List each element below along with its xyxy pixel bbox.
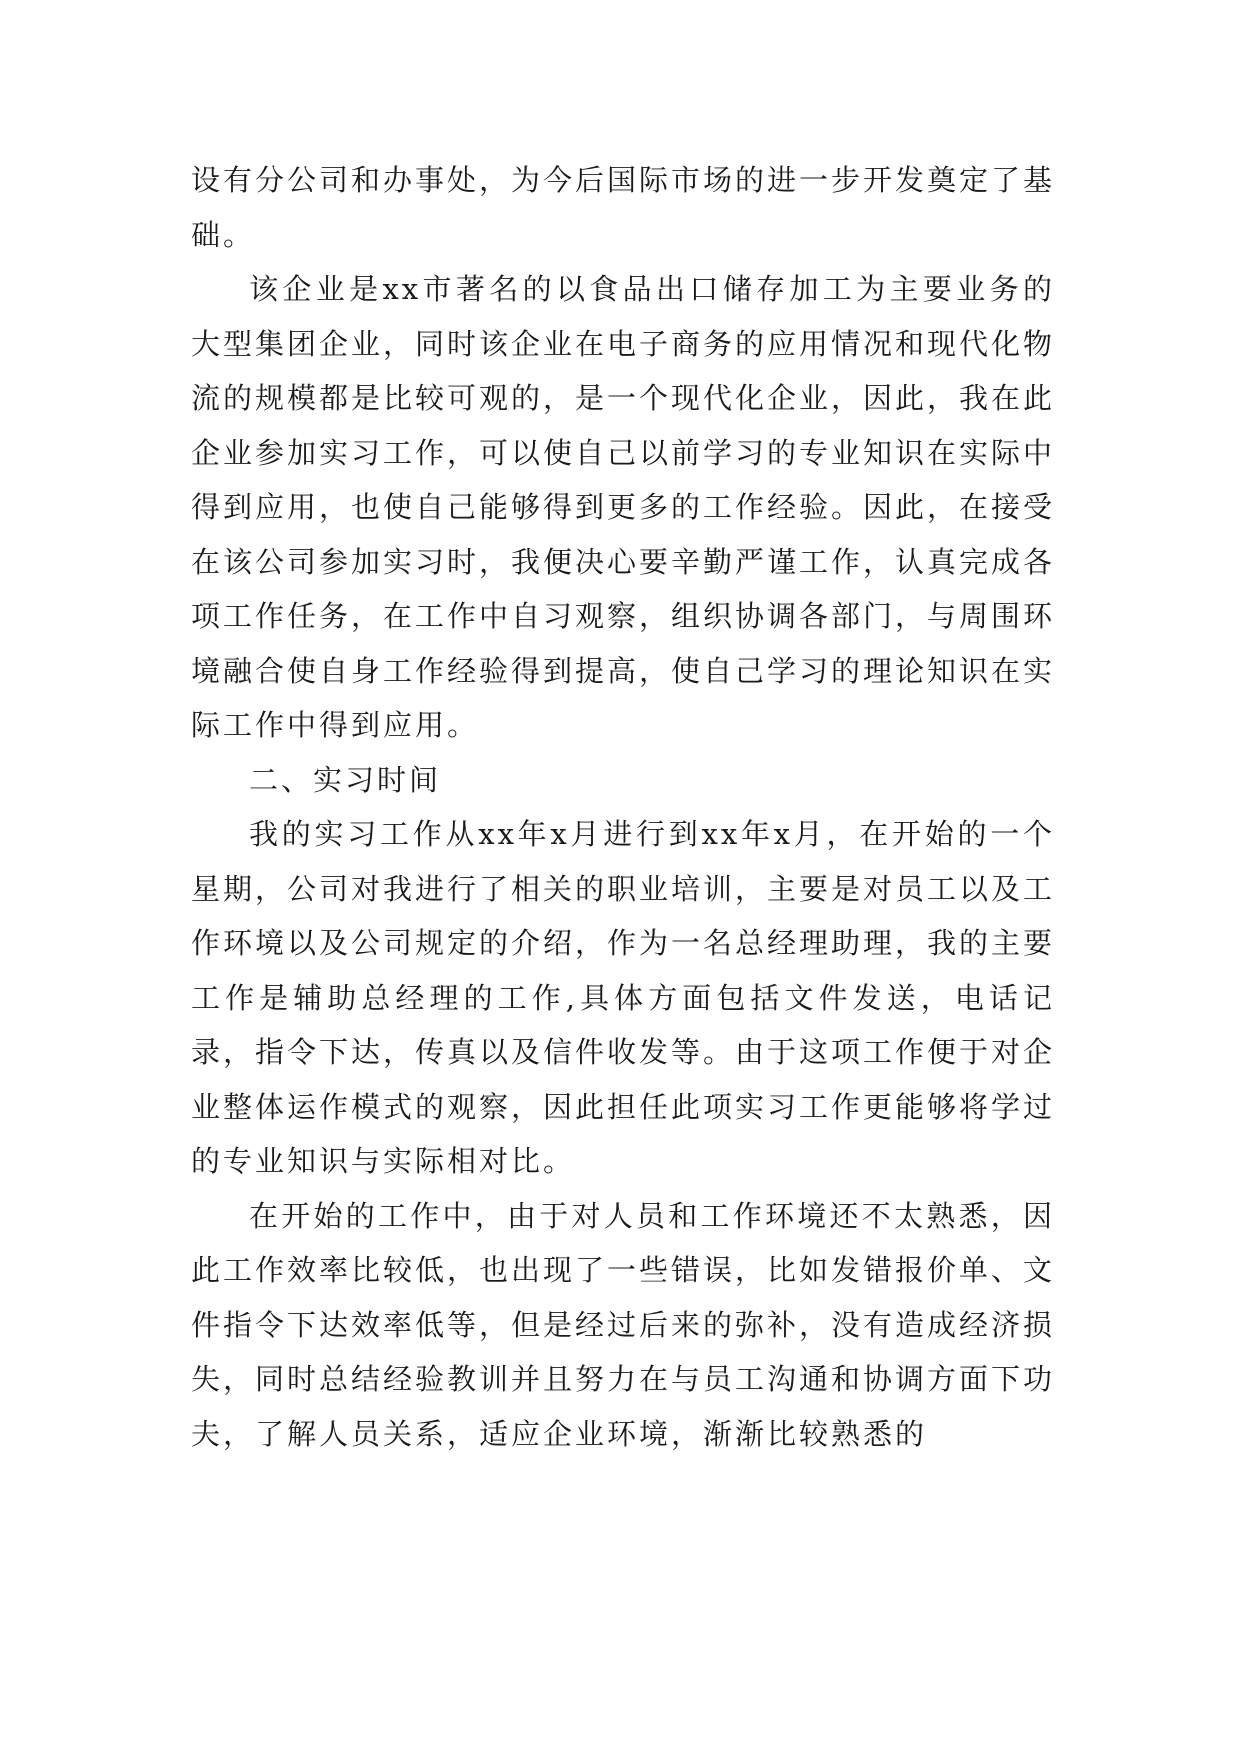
paragraph-internship-work: 我的实习工作从xx年x月进行到xx年x月，在开始的一个星期，公司对我进行了相关的职业培训，主要是对员工以及工作环境以及公司规定的介绍，作为一名总经理助理，我的主要工作是辅助总经理的工作,具体方面包括文件发送，电话记录，指令下达，传真以及信件收发等。由于这项工作便于对企业整体运作模式的观察，因此担任此项实习工作更能够将学过的专业知识与实际相对比。 <box>191 817 1056 1178</box>
document-body <box>191 153 1055 1461</box>
paragraph-continuation: 设有分公司和办事处，为今后国际市场的进一步开发奠定了基础。 <box>191 163 1056 252</box>
section-heading-internship-time: 二、实习时间 <box>249 762 442 797</box>
paragraph-enterprise-intro: 该企业是xx市著名的以食品出口储存加工为主要业务的大型集团企业，同时该企业在电子商务的应用情况和现代化物流的规模都是比较可观的，是一个现代化企业，因此，我在此企业参加实习工作，可以使自己以前学习的专业知识在实际中得到应用，也使自己能够得到更多的工作经验。因此，在接受在该公司参加实习时，我便决心要辛勤严谨工作，认真完成各项工作任务，在工作中自习观察，组织协调各部门，与周围环境融合使自身工作经验得到提高，使自己学习的理论知识在实际工作中得到应用。 <box>191 272 1056 742</box>
paragraph-early-work: 在开始的工作中，由于对人员和工作环境还不太熟悉，因此工作效率比较低，也出现了一些错误，比如发错报价单、文件指令下达效率低等，但是经过后来的弥补，没有造成经济损失，同时总结经验教训并且努力在与员工沟通和协调方面下功夫，了解人员关系，适应企业环境，渐渐比较熟悉的 <box>191 1198 1056 1451</box>
